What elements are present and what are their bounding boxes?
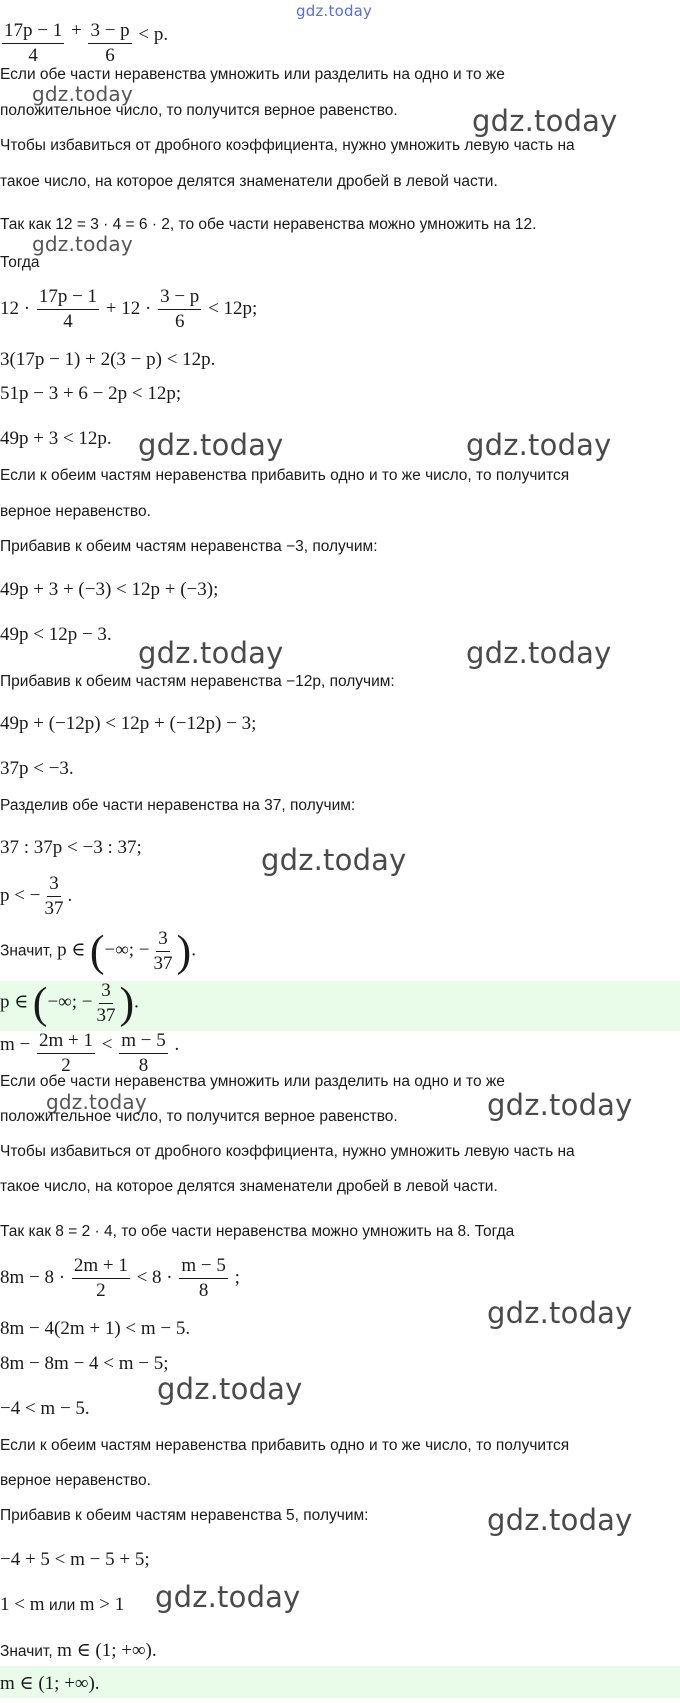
hence-statement-1: Значит, p ∈ (−∞; − $\frac{3}{37}$ ). — [0, 926, 196, 976]
equation-step-6: 49p < 12p − 3. — [0, 624, 112, 645]
equation-step-5: −4 + 5 < m − 5 + 5; — [0, 1549, 150, 1570]
hence-statement-2: Значит, m ∈ (1; +∞). — [0, 1640, 157, 1661]
task-inequality-1: $\frac{17p - 1}{4}$ + $\frac{3 - p}{6}$ < p. — [4, 20, 169, 66]
watermark: gdz.today — [487, 1088, 633, 1122]
watermark: gdz.today — [487, 1503, 633, 1537]
answer-band-2 — [0, 1666, 680, 1698]
watermark: gdz.today — [138, 428, 284, 462]
watermark: gdz.today — [261, 843, 407, 877]
fraction-rule-line2: такое число, на которое делятся знаменатели дробей в левой части. — [0, 1178, 498, 1195]
equation-step-5: 49p + 3 + (−3) < 12p + (−3); — [0, 579, 219, 600]
equation-step-7: 49p + (−12p) < 12p + (−12p) − 3; — [0, 713, 257, 734]
task-inequality-2: m − $\frac{2m + 1}{2}$ < $\frac{m - 5}{8}$ . — [0, 1030, 180, 1076]
equation-step-3: 51p − 3 + 6 − 2p < 12p; — [0, 383, 182, 404]
equation-step-3: 8m − 8m − 4 < m − 5; — [0, 1353, 169, 1374]
add-step-1: Прибавив к обеим частям неравенства −3, получим: — [0, 538, 378, 555]
fraction-rule-line1: Чтобы избавиться от дробного коэффициента, нужно умножить левую часть на — [0, 137, 575, 154]
equation-step-4: −4 < m − 5. — [0, 1398, 90, 1419]
equation-step-8: 37p < −3. — [0, 758, 74, 779]
equation-step-1: 8m − 8 · $\frac{2m + 1}{2}$ < 8 · $\frac{m - 5}{8}$ ; — [0, 1255, 240, 1301]
rule-add-line2: верное неравенство. — [0, 503, 151, 520]
since-statement: Так как 12 = 3 · 4 = 6 · 2, то обе части неравенства можно умножить на 12. — [0, 216, 537, 233]
answer-2: m ∈ (1; +∞). — [0, 1673, 100, 1694]
equation-step-2: 8m − 4(2m + 1) < m − 5. — [0, 1318, 191, 1339]
rule-multiply-line1: Если обе части неравенства умножить или разделить на одно и то же — [0, 1073, 505, 1090]
rule-add-line1: Если к обеим частям неравенства прибавить одно и то же число, то получится — [0, 1437, 570, 1454]
equation-step-9: 37 : 37p < −3 : 37; — [0, 837, 142, 858]
watermark: gdz.today — [487, 1296, 633, 1330]
rule-multiply-line2: положительное число, то получится верное равенство. — [0, 1108, 398, 1125]
since-statement: Так как 8 = 2 · 4, то обе части неравенства можно умножить на 8. Тогда — [0, 1223, 515, 1240]
watermark: gdz.today — [138, 636, 284, 670]
divide-step: Разделив обе части неравенства на 37, получим: — [0, 797, 356, 814]
watermark: gdz.today — [466, 636, 612, 670]
equation-step-10: p < − $\frac{3}{37}$ . — [0, 873, 73, 919]
fraction-rule-line2: такое число, на которое делятся знаменатели дробей в левой части. — [0, 173, 498, 190]
rule-multiply-line2: положительное число, то получится верное равенство. — [0, 102, 398, 119]
fraction-rule-line1: Чтобы избавиться от дробного коэффициента, нужно умножить левую часть на — [0, 1143, 575, 1160]
then-label: Тогда — [0, 254, 40, 271]
rule-add-line1: Если к обеим частям неравенства прибавить одно и то же число, то получится — [0, 467, 570, 484]
answer-1: p ∈ (−∞; − $\frac{3}{37}$ ). — [0, 978, 139, 1028]
fraction-numerator: 3 − p — [88, 20, 131, 44]
add-step-2: Прибавив к обеим частям неравенства −12p, получим: — [0, 673, 395, 690]
equation-step-4: 49p + 3 < 12p. — [0, 428, 112, 449]
equation-step-2: 3(17p − 1) + 2(3 − p) < 12p. — [0, 349, 216, 370]
watermark: gdz.today — [155, 1580, 301, 1614]
equation-step-6: 1 < m или m > 1 — [0, 1594, 125, 1615]
watermark: gdz.today — [296, 2, 373, 20]
watermark: gdz.today — [472, 104, 618, 138]
rule-add-line2: верное неравенство. — [0, 1472, 151, 1489]
equation-step-1: 12 · $\frac{17p - 1}{4}$ + 12 · $\frac{3 - p}{6}$ < 12p; — [0, 286, 258, 332]
fraction-numerator: 17p − 1 — [2, 20, 64, 44]
watermark: gdz.today — [32, 232, 133, 256]
watermark: gdz.today — [157, 1372, 303, 1406]
rule-multiply-line1: Если обе части неравенства умножить или разделить на одно и то же — [0, 66, 505, 83]
add-step-1: Прибавив к обеим частям неравенства 5, получим: — [0, 1507, 369, 1524]
watermark: gdz.today — [46, 1090, 147, 1114]
watermark: gdz.today — [32, 82, 133, 106]
watermark: gdz.today — [466, 428, 612, 462]
